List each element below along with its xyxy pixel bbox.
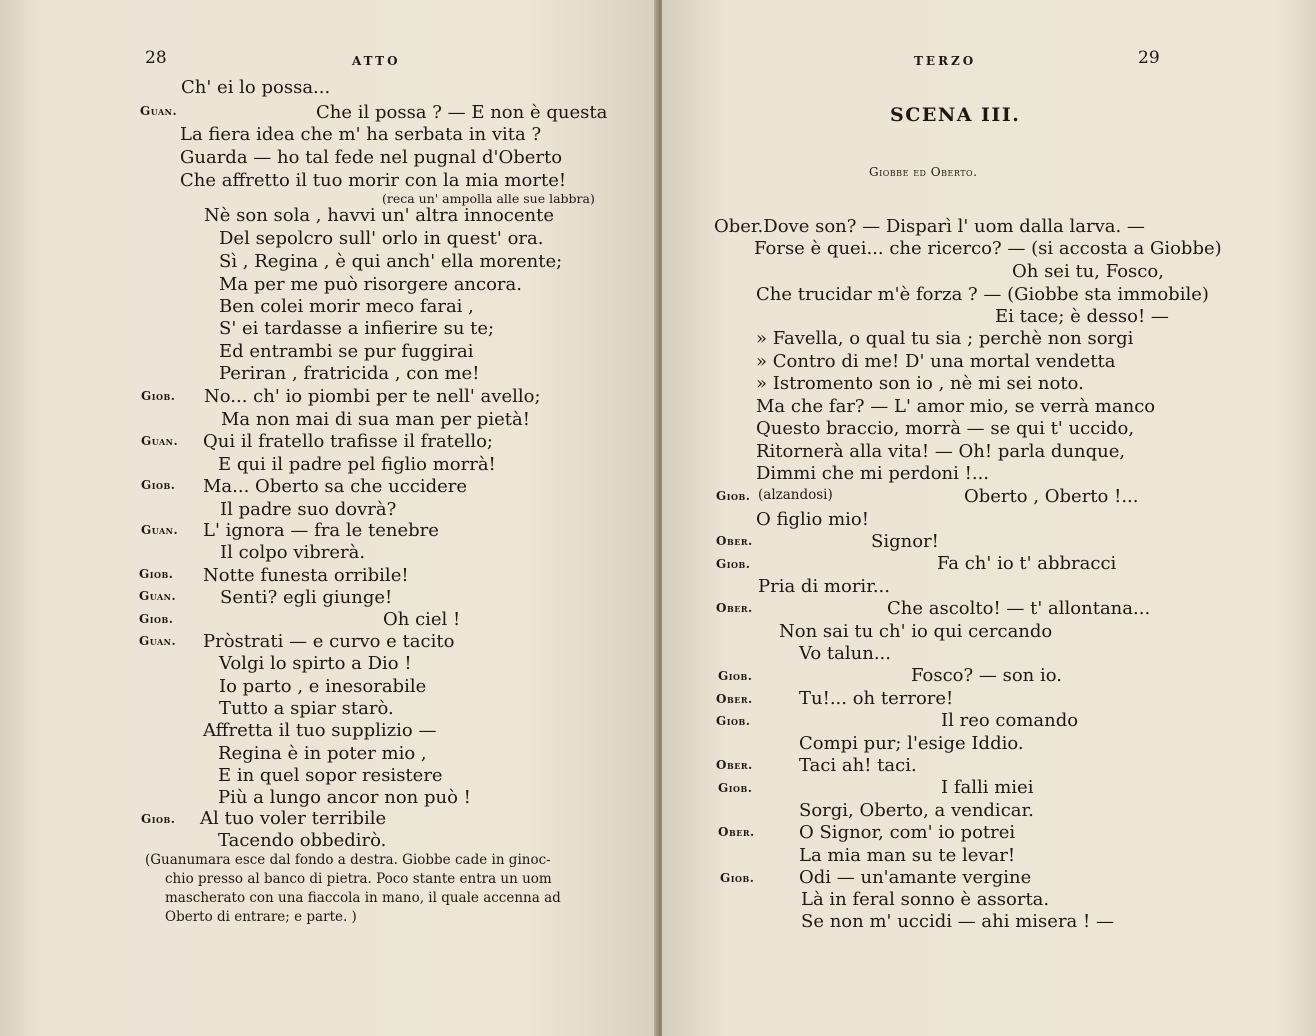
verse-line: Io parto , e inesorabile (219, 676, 427, 697)
stage-direction: mascherato con una fiaccola in mano, il quale accenna ad (165, 890, 561, 906)
verse-line: Il reo comando (941, 710, 1079, 731)
verse-line: » Contro di me! D' una mortal vendetta (756, 351, 1116, 372)
verse-line: Taci ah! taci. (799, 755, 917, 776)
running-header: ATTO (352, 54, 401, 68)
verse-line: Ed entrambi se pur fuggirai (219, 341, 474, 362)
speaker-label: Giob. (141, 812, 176, 826)
verse-line: Ober.Dove son? — Disparì l' uom dalla larva. — (714, 216, 1145, 237)
verse-line: Al tuo voler terribile (200, 808, 387, 829)
verse-line: Oh sei tu, Fosco, (1012, 261, 1164, 282)
verse-line: Che ascolto! — t' allontana... (887, 598, 1151, 619)
verse-line: Sì , Regina , è qui anch' ella morente; (219, 251, 563, 272)
right-page (662, 0, 1316, 1036)
verse-line: Che affretto il tuo morir con la mia morte! (180, 170, 567, 191)
stage-direction: (reca un' ampolla alle sue labbra) (382, 191, 595, 206)
stage-direction: chio presso al banco di pietra. Poco stante entra un uom (165, 871, 552, 887)
page-number: 28 (145, 48, 167, 68)
verse-line: I falli miei (941, 777, 1034, 798)
speaker-label: Ober. (716, 758, 753, 772)
verse-line: Pria di morir... (758, 576, 890, 597)
verse-line: La mia man su te levar! (799, 845, 1016, 866)
page-number: 29 (1138, 48, 1160, 68)
speaker-label: Guan. (141, 434, 179, 448)
verse-line: Qui il fratello trafisse il fratello; (203, 431, 493, 452)
verse-line: Ma non mai di sua man per pietà! (221, 409, 530, 430)
verse-line: Notte funesta orribile! (203, 565, 409, 586)
verse-line: Pròstrati — e curvo e tacito (203, 631, 455, 652)
scene-heading: SCENA III. (890, 104, 1021, 126)
verse-line: S' ei tardasse a infierire su te; (219, 318, 495, 339)
verse-line: Sorgi, Oberto, a vendicar. (799, 800, 1034, 821)
verse-line: O Signor, com' io potrei (799, 822, 1016, 843)
verse-line: Ben colei morir meco farai , (219, 296, 474, 317)
verse-line: Senti? egli giunge! (220, 587, 393, 608)
speaker-label: Ober. (716, 534, 753, 548)
verse-line: Fa ch' io t' abbracci (937, 553, 1117, 574)
stage-direction: (Guanumara esce dal fondo a destra. Giobbe cade in ginoc- (145, 852, 551, 868)
scene-characters: Giobbe ed Oberto. (869, 165, 978, 179)
verse-line: Del sepolcro sull' orlo in quest' ora. (219, 228, 544, 249)
verse-line: O figlio mio! (756, 509, 869, 530)
verse-line: Là in feral sonno è assorta. (801, 889, 1050, 910)
speaker-label: Guan. (139, 634, 177, 648)
verse-line: Tutto a spiar starò. (219, 698, 394, 719)
speaker-label: Guan. (141, 523, 179, 537)
verse-line: Ma per me può risorgere ancora. (219, 274, 522, 295)
verse-line: Questo braccio, morrà — se qui t' uccido, (756, 418, 1135, 439)
verse-line: Periran , fratricida , con me! (219, 363, 480, 384)
verse-line: Tacendo obbedirò. (218, 830, 387, 851)
verse-line: Dimmi che mi perdoni !... (756, 463, 990, 484)
verse-line: Vo talun... (799, 643, 891, 664)
verse-line: Ei tace; è desso! — (995, 306, 1169, 327)
verse-line: Odi — un'amante vergine (799, 867, 1032, 888)
speaker-label: Giob. (716, 557, 751, 571)
verse-line: Oberto , Oberto !... (964, 486, 1139, 507)
verse-line: Ch' ei lo possa... (181, 77, 331, 98)
speaker-label: Giob. (139, 567, 174, 581)
stage-direction: Oberto di entrare; e parte. ) (165, 909, 357, 925)
speaker-label: Guan. (140, 104, 178, 118)
verse-line: » Istromento son io , nè mi sei noto. (756, 373, 1084, 394)
verse-line: Regina è in poter mio , (218, 743, 427, 764)
verse-line: Tu!... oh terrore! (799, 688, 954, 709)
speaker-label: Giob. (718, 781, 753, 795)
verse-line: Fosco? — son io. (911, 665, 1062, 686)
verse-line: » Favella, o qual tu sia ; perchè non sorgi (756, 328, 1134, 349)
verse-line: Il padre suo dovrà? (220, 499, 397, 520)
verse-line: E qui il padre pel figlio morrà! (218, 454, 496, 475)
verse-line: Che trucidar m'è forza ? — (Giobbe sta immobile) (756, 284, 1209, 305)
stage-direction: (alzandosi) (758, 487, 833, 503)
verse-line: Non sai tu ch' io qui cercando (779, 621, 1053, 642)
verse-line: Ma che far? — L' amor mio, se verrà manco (756, 396, 1156, 417)
speaker-label: Ober. (718, 825, 755, 839)
verse-line: Più a lungo ancor non può ! (218, 787, 471, 808)
speaker-label: Giob. (141, 389, 176, 403)
verse-line: Compi pur; l'esige Iddio. (799, 733, 1024, 754)
speaker-label: Giob. (718, 669, 753, 683)
verse-line: Il colpo vibrerà. (220, 542, 366, 563)
verse-line: Se non m' uccidi — ahi misera ! — (801, 911, 1114, 932)
verse-line: Nè son sola , havvi un' altra innocente (204, 205, 555, 226)
verse-line: No... ch' io piombi per te nell' avello; (204, 386, 541, 407)
verse-line: Signor! (871, 531, 939, 552)
speaker-label: Giob. (141, 478, 176, 492)
verse-line: Ma... Oberto sa che uccidere (203, 476, 468, 497)
speaker-label: Giob. (716, 714, 751, 728)
verse-line: L' ignora — fra le tenebre (203, 520, 439, 541)
verse-line: La fiera idea che m' ha serbata in vita ? (180, 124, 542, 145)
verse-line: Che il possa ? — E non è questa (316, 102, 608, 123)
speaker-label: Guan. (139, 589, 177, 603)
speaker-label: Ober. (716, 692, 753, 706)
speaker-label: Giob. (716, 489, 751, 503)
verse-line: Ritornerà alla vita! — Oh! parla dunque, (756, 441, 1126, 462)
speaker-label: Ober. (716, 601, 753, 615)
verse-line: Guarda — ho tal fede nel pugnal d'Oberto (180, 147, 563, 168)
verse-line: E in quel sopor resistere (218, 765, 443, 786)
verse-line: Volgi lo spirto a Dio ! (219, 653, 412, 674)
verse-line: Forse è quei... che ricerco? — (si accosta a Giobbe) (754, 238, 1222, 259)
verse-line: Affretta il tuo supplizio — (203, 720, 437, 741)
speaker-label: Giob. (139, 612, 174, 626)
running-header: TERZO (914, 54, 977, 68)
speaker-label: Giob. (720, 871, 755, 885)
verse-line: Oh ciel ! (383, 609, 461, 630)
